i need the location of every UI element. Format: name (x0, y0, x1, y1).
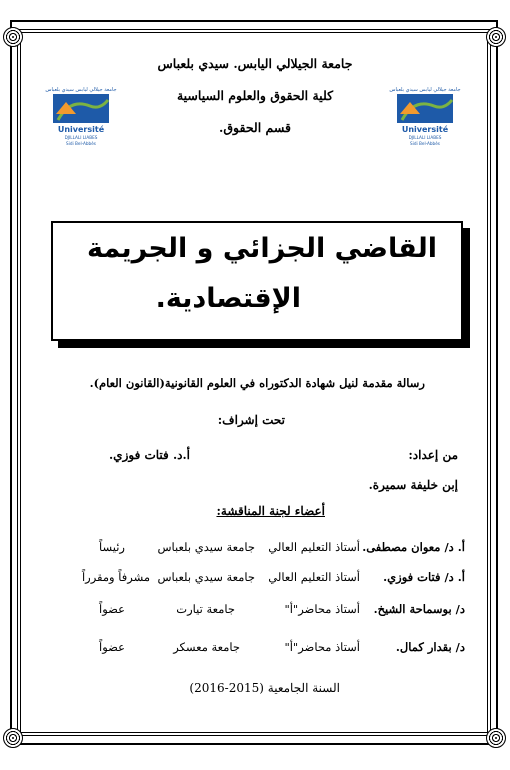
university-name: جامعة الجيلالي اليابس. سيدي بلعباس (157, 56, 353, 71)
committee-member-row (45, 540, 465, 558)
student-name: إبن خليفة سميرة. (368, 478, 458, 492)
committee-member-row (45, 640, 465, 658)
member-university: جامعة سيدي بلعباس (157, 570, 255, 584)
corner-ornament-icon (486, 27, 506, 47)
committee-member-row (45, 570, 465, 588)
member-name: د/ بوسماحة الشيخ. (373, 602, 465, 616)
logo-line-1: Université (57, 125, 105, 134)
title-box (51, 221, 463, 341)
supervisor-name: أ.د. فتات فوزي. (109, 448, 190, 462)
logo-line-1: Université (401, 125, 449, 134)
committee-member-row (45, 602, 465, 620)
university-logo (45, 84, 117, 152)
member-name: د/ بقدار كمال. (395, 640, 465, 654)
member-rank: أستاذ محاضر"أ" (284, 640, 360, 654)
member-university: جامعة سيدي بلعباس (157, 540, 255, 554)
member-name: أ. د/ فتات فوزي. (383, 570, 465, 584)
supervision-label: تحت إشراف: (217, 413, 285, 427)
university-logo (389, 84, 461, 152)
member-role: مشرفاً ومقرراً (81, 570, 150, 584)
member-university: جامعة تيارت (176, 602, 235, 616)
member-role: عضواً (99, 640, 125, 654)
department-name: قسم الحقوق. (219, 120, 291, 135)
member-name: أ. د/ معوان مصطفى. (362, 540, 465, 554)
logo-arabic-text: جامعة جيلالي ليابس سيدي بلعباس (45, 87, 117, 93)
logo-line-2: DJILLALI LIABES (408, 135, 442, 140)
member-role: عضواً (99, 602, 125, 616)
thesis-title-line-2: الإقتصادية. (155, 283, 301, 314)
thesis-purpose-note: رسالة مقدمة لنيل شهادة الدكتوراه في العلوم القانونية(القانون العام). (89, 376, 425, 390)
logo-line-2: DJILLALI LIABES (64, 135, 98, 140)
faculty-name: كلية الحقوق والعلوم السياسية (176, 88, 334, 103)
logo-line-3: Sidi Bel-Abbès (66, 141, 96, 146)
member-rank: أستاذ التعليم العالي (268, 540, 360, 554)
member-university: جامعة معسكر (173, 640, 240, 654)
corner-ornament-icon (486, 728, 506, 748)
thesis-title-line-1: القاضي الجزائي و الجريمة (87, 233, 437, 264)
member-rank: أستاذ التعليم العالي (268, 570, 360, 584)
academic-year: السنة الجامعية (2015-2016) (189, 681, 340, 695)
committee-heading: أعضاء لجنة المناقشة: (216, 504, 325, 518)
member-role: رئيساً (99, 540, 125, 554)
member-rank: أستاذ محاضر"أ" (284, 602, 360, 616)
corner-ornament-icon (3, 728, 23, 748)
logo-arabic-text: جامعة جيلالي ليابس سيدي بلعباس (389, 87, 461, 93)
logo-line-3: Sidi Bel-Abbès (410, 141, 440, 146)
preparation-label: من إعداد: (408, 448, 458, 462)
corner-ornament-icon (3, 27, 23, 47)
